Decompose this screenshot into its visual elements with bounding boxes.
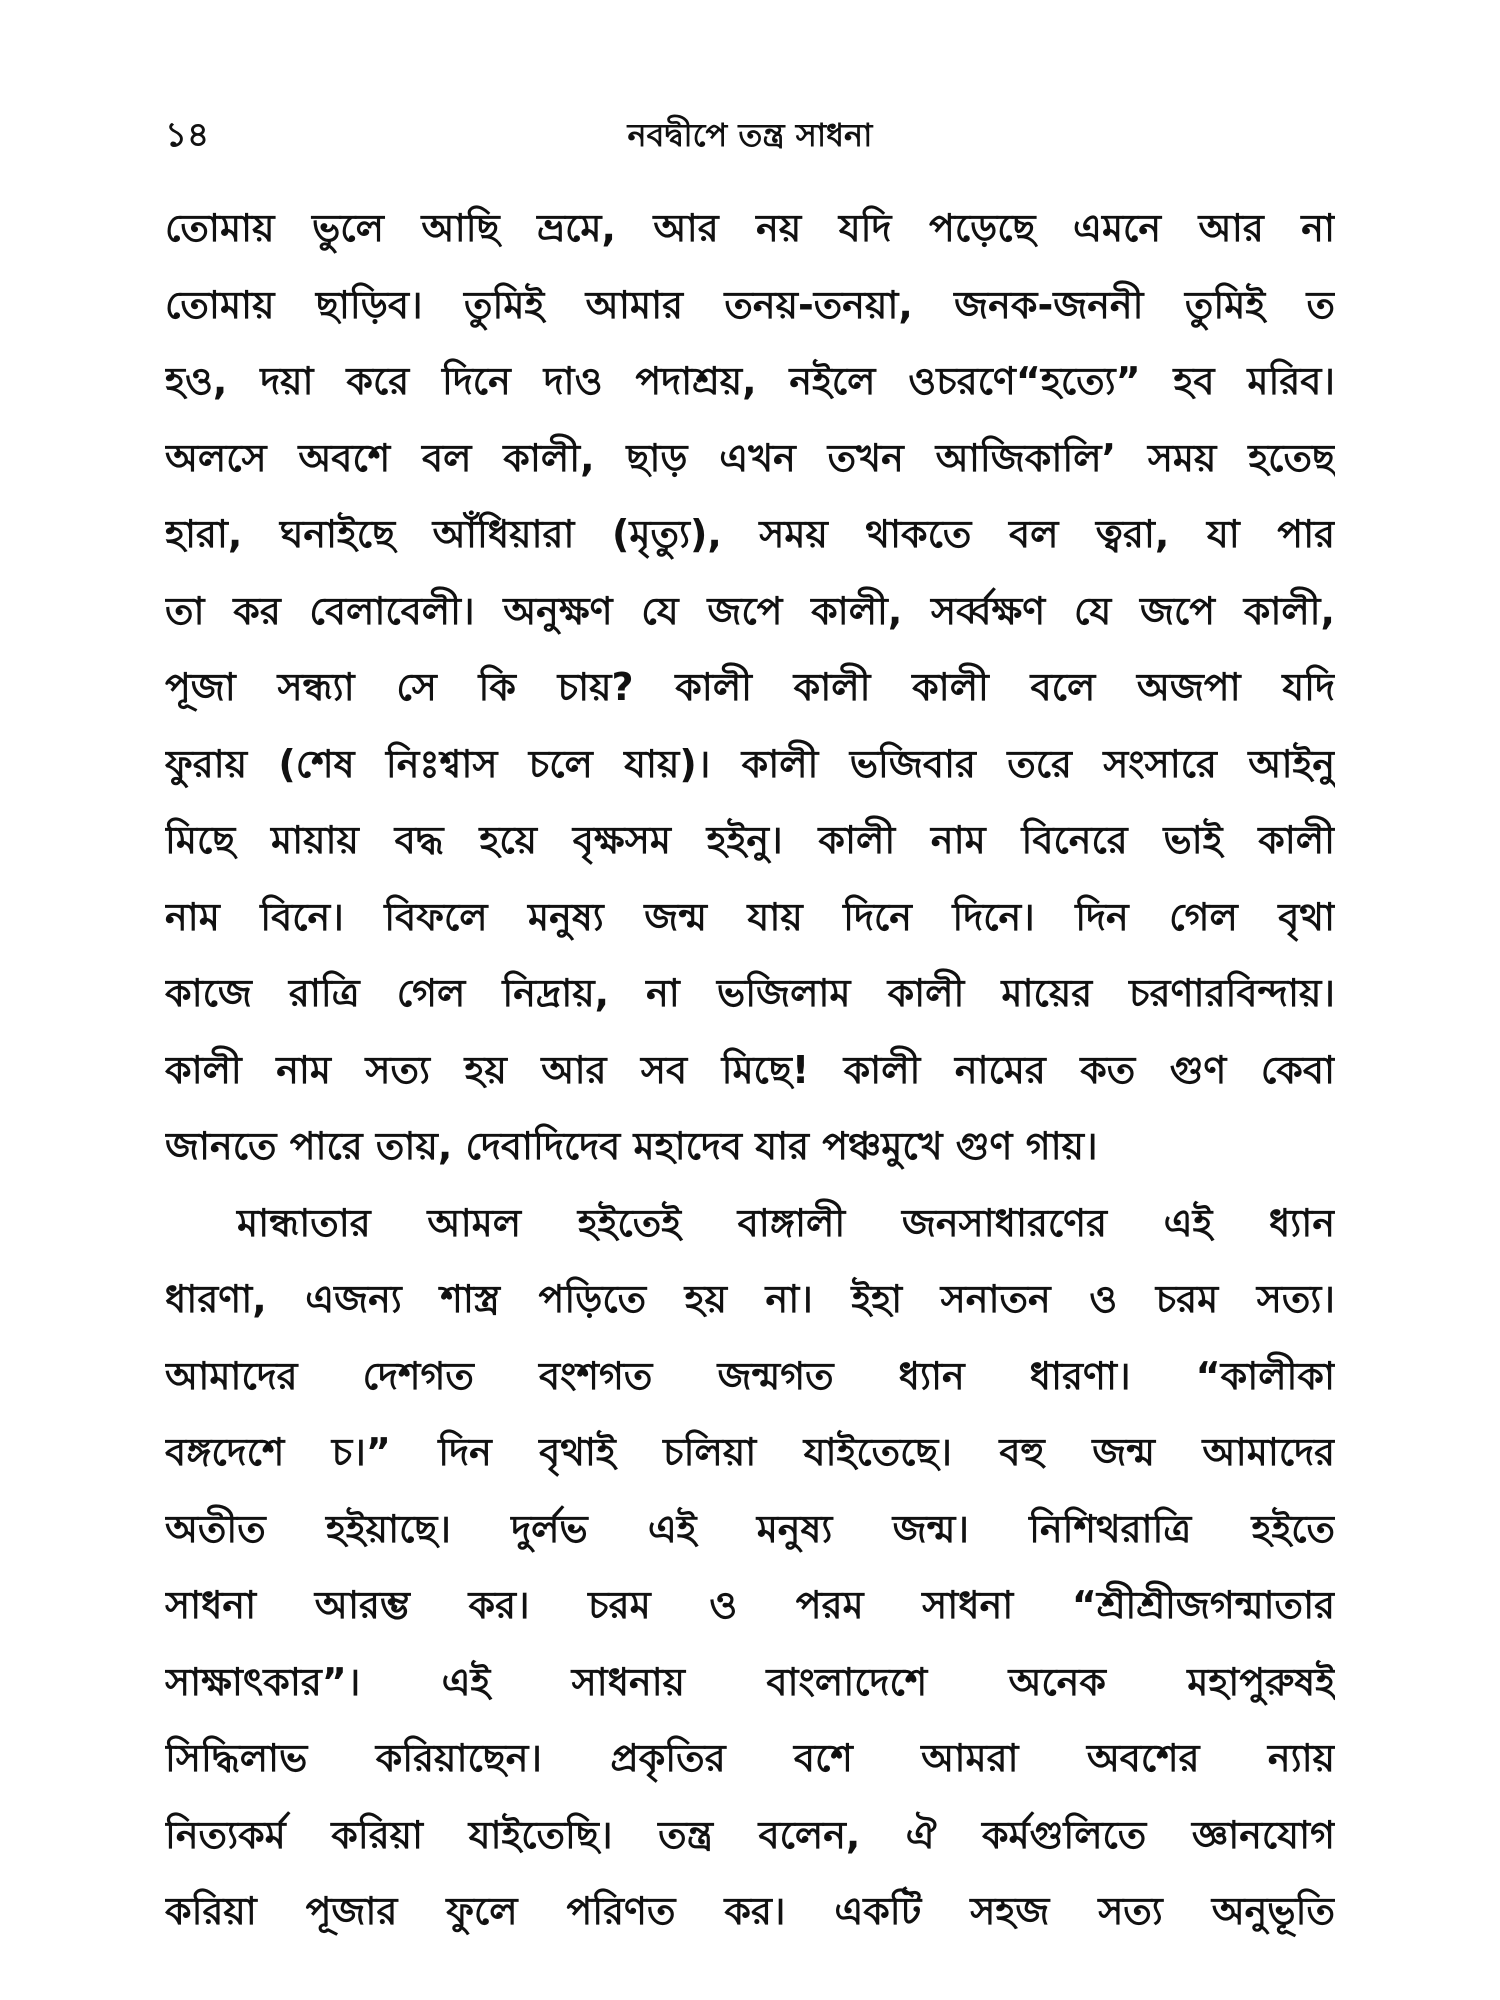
text-line: হও, দয়া করে দিনে দাও পদাশ্রয়, নইলে ওচরণে“হত্যে” হব মরিব। [165,359,1335,403]
paragraph-1 [165,190,1335,1185]
text-line: নাম বিনে। বিফলে মনুষ্য জন্ম যায় দিনে দিনে। দিন গেল বৃথা [165,894,1335,939]
text-line: সাধনা আরম্ভ কর। চরম ও পরম সাধনা “শ্রীশ্রীজগন্মাতার [165,1583,1335,1627]
text-line: অলসে অবশে বল কালী, ছাড় এখন তখন আজিকালি’ সময় হতেছ [165,435,1335,480]
body-text [165,190,1335,1950]
text-line: বঙ্গদেশে চ।” দিন বৃথাই চলিয়া যাইতেছে। বহু জন্ম আমাদের [165,1430,1335,1474]
text-line: সাক্ষাৎকার”। এই সাধনায় বাংলাদেশে অনেক মহাপুরুষই [165,1659,1335,1704]
running-head: নবদ্বীপে তন্ত্র সাধনা [627,116,873,154]
text-line: মান্ধাতার আমল হইতেই বাঙ্গালী জনসাধারণের এই ধ্যান [237,1200,1335,1245]
text-line: মিছে মায়ায় বদ্ধ হয়ে বৃক্ষসম হইনু। কালী নাম বিনেরে ভাই কালী [165,818,1335,862]
text-line: আমাদের দেশগত বংশগত জন্মগত ধ্যান ধারণা। “কালীকা [165,1353,1335,1398]
page-header [165,105,1335,165]
text-line: করিয়া পূজার ফুলে পরিণত কর। একটি সহজ সত্য অনুভূতি [165,1889,1335,1933]
text-line: অতীত হইয়াছে। দুর্লভ এই মনুষ্য জন্ম। নিশিথরাত্রি হইতে [165,1506,1335,1551]
text-line: নিত্যকর্ম করিয়া যাইতেছি। তন্ত্র বলেন, ঐ কর্মগুলিতে জ্ঞানযোগ [165,1812,1335,1857]
text-line: কাজে রাত্রি গেল নিদ্রায়, না ভজিলাম কালী মায়ের চরণারবিন্দায়। [165,971,1335,1015]
text-line: পূজা সন্ধ্যা সে কি চায়? কালী কালী কালী বলে অজপা যদি [165,665,1335,709]
text-line: তোমায় ছাড়িব। তুমিই আমার তনয়-তনয়া, জনক-জননী তুমিই ত [165,282,1335,327]
text-line: সিদ্ধিলাভ করিয়াছেন। প্রকৃতির বশে আমরা অবশের ন্যায় [165,1736,1335,1780]
text-line: ধারণা, এজন্য শাস্ত্র পড়িতে হয় না। ইহা সনাতন ও চরম সত্য। [165,1277,1335,1321]
text-line: হারা, ঘনাইছে আঁধিয়ারা (মৃত্যু), সময় থাকতে বল ত্বরা, যা পার [165,512,1335,556]
text-line: কালী নাম সত্য হয় আর সব মিছে! কালী নামের কত গুণ কেবা [165,1047,1335,1092]
text-line: ফুরায় (শেষ নিঃশ্বাস চলে যায়)। কালী ভজিবার তরে সংসারে আইনু [165,741,1335,786]
page-number: ১৪ [165,115,210,155]
paragraph-2 [165,1185,1335,1950]
text-line: জানতে পারে তায়, দেবাদিদেব মহাদেব যার পঞ্চমুখে গুণ গায়। [165,1124,1098,1168]
text-line: তা কর বেলাবেলী। অনুক্ষণ যে জপে কালী, সর্ব্বক্ষণ যে জপে কালী, [165,588,1335,633]
text-line: তোমায় ভুলে আছি ভ্রমে, আর নয় যদি পড়েছে এমনে আর না [165,206,1335,250]
